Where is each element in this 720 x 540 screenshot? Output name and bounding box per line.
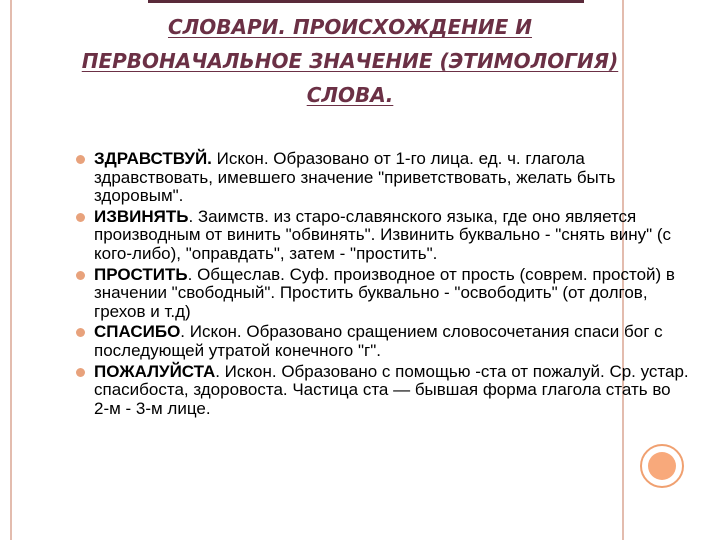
title-line-3: СЛОВА.: [306, 83, 394, 107]
list-item-spasibo: [76, 323, 690, 360]
entry-term: СПАСИБО: [94, 322, 181, 342]
list-item-zdravstvuy: [76, 150, 690, 206]
bullet-icon: [76, 368, 85, 377]
entry-text: . Заимств. из старо-славянского языка, где оно является производным от винить "обвинять". Извинить буквально - "снять вину" (с кого-либо), "оправдать", затем - "простить".: [94, 206, 672, 263]
entry-term: ИЗВИНЯТЬ: [94, 206, 189, 226]
etymology-list: [76, 150, 690, 420]
entry-term: ПОЖАЛУЙСТА: [94, 361, 216, 381]
title-top-rule: [148, 0, 584, 3]
list-item-pozhaluysta: [76, 363, 690, 419]
slide-title: [40, 10, 660, 112]
title-line-2: ПЕРВОНАЧАЛЬНОЕ ЗНАЧЕНИЕ (ЭТИМОЛОГИЯ): [81, 49, 619, 73]
decorative-circle-icon: [640, 444, 684, 488]
entry-term: ЗДРАВСТВУЙ.: [94, 149, 212, 168]
bullet-icon: [76, 213, 85, 222]
slide-frame-left: [2, 0, 12, 540]
entry-text: Искон. Образовано от 1-го лица. ед. ч. глагола здравствовать, имевшего значение "приветствовать, желать быть здоровым".: [94, 149, 616, 206]
bullet-icon: [76, 271, 85, 280]
entry-text: . Искон. Образовано сращением словосочетания спаси бог с последующей утратой конечного "г".: [94, 322, 663, 360]
bullet-icon: [76, 155, 85, 164]
entry-term: ПРОСТИТЬ: [94, 264, 188, 284]
bullet-icon: [76, 328, 85, 337]
entry-text: . Искон. Образовано с помощью -ста от пожалуй. Ср. устар. спасибоста, здоровоста. Частица ста — бывшая форма глагола стать во 2-м - 3-м лице.: [94, 361, 689, 418]
list-item-prostit: [76, 266, 690, 322]
list-item-izvinyat: [76, 208, 690, 264]
title-line-1: СЛОВАРИ. ПРОИСХОЖДЕНИЕ И: [167, 15, 532, 39]
entry-text: . Общеслав. Суф. производное от прость (соврем. простой) в значении "свободный". Простить буквально - "освободить" (от долгов, грехов и т.д): [94, 264, 675, 321]
